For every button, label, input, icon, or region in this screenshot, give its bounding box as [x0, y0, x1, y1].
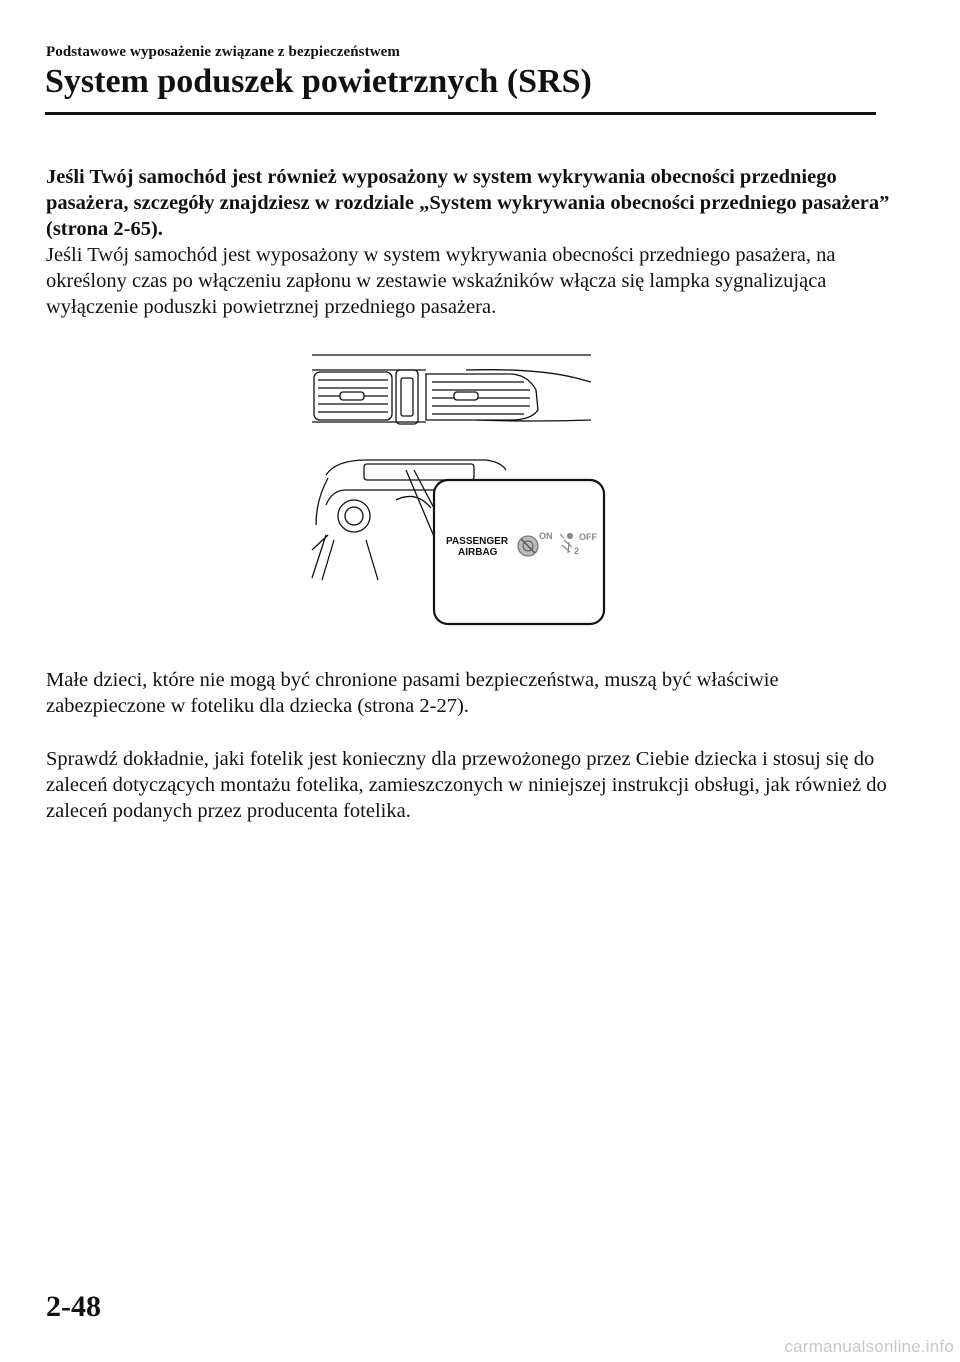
panel-passenger-label: PASSENGER: [446, 536, 509, 547]
paragraph-child-seat: Małe dzieci, które nie mogą być chronione pasami bezpieczeństwa, muszą być właściwie zabezpieczone w foteliku dla dziecka (strona 2-27).: [46, 669, 779, 717]
title-divider: [45, 112, 876, 115]
bold-note: Jeśli Twój samochód jest również wyposażony w system wykrywania obecności przedniego pasażera, szczegóły znajdziesz w rozdziale „System wykrywania obecności przedniego pasażera” (strona 2-65).: [46, 166, 890, 240]
panel-airbag-label: AIRBAG: [458, 547, 498, 558]
panel-off-label: OFF: [579, 532, 597, 542]
panel-on-label: ON: [539, 531, 553, 541]
paragraph-seat-check: Sprawdź dokładnie, jaki fotelik jest konieczny dla przewożonego przez Ciebie dziecka i stosuj się do zaleceń dotyczących montażu fotelika, zamieszczonych w niniejszej instrukcji obsługi, jak również do zaleceń podanych przez producenta fotelika.: [46, 748, 887, 822]
section-label: Podstawowe wyposażenie związane z bezpieczeństwem: [46, 44, 400, 60]
page-number: 2-48: [46, 1290, 101, 1323]
watermark: carmanualsonline.info: [784, 1337, 954, 1356]
page-title: System poduszek powietrznych (SRS): [45, 63, 592, 100]
right-air-vent: [426, 374, 538, 420]
panel-off-subscript: 2: [574, 546, 580, 556]
airbag-indicator-illustration: [306, 350, 606, 630]
paragraph-indicator-light: Jeśli Twój samochód jest wyposażony w system wykrywania obecności przedniego pasażera, na określony czas po włączeniu zapłonu w zestawie wskaźników włącza się lampka sygnalizująca wyłączenie poduszki powietrznej przedniego pasażera.: [46, 244, 836, 318]
airbag-off-symbol-icon: [518, 536, 538, 556]
left-air-vent: [314, 372, 392, 420]
hazard-switch: [396, 370, 418, 424]
